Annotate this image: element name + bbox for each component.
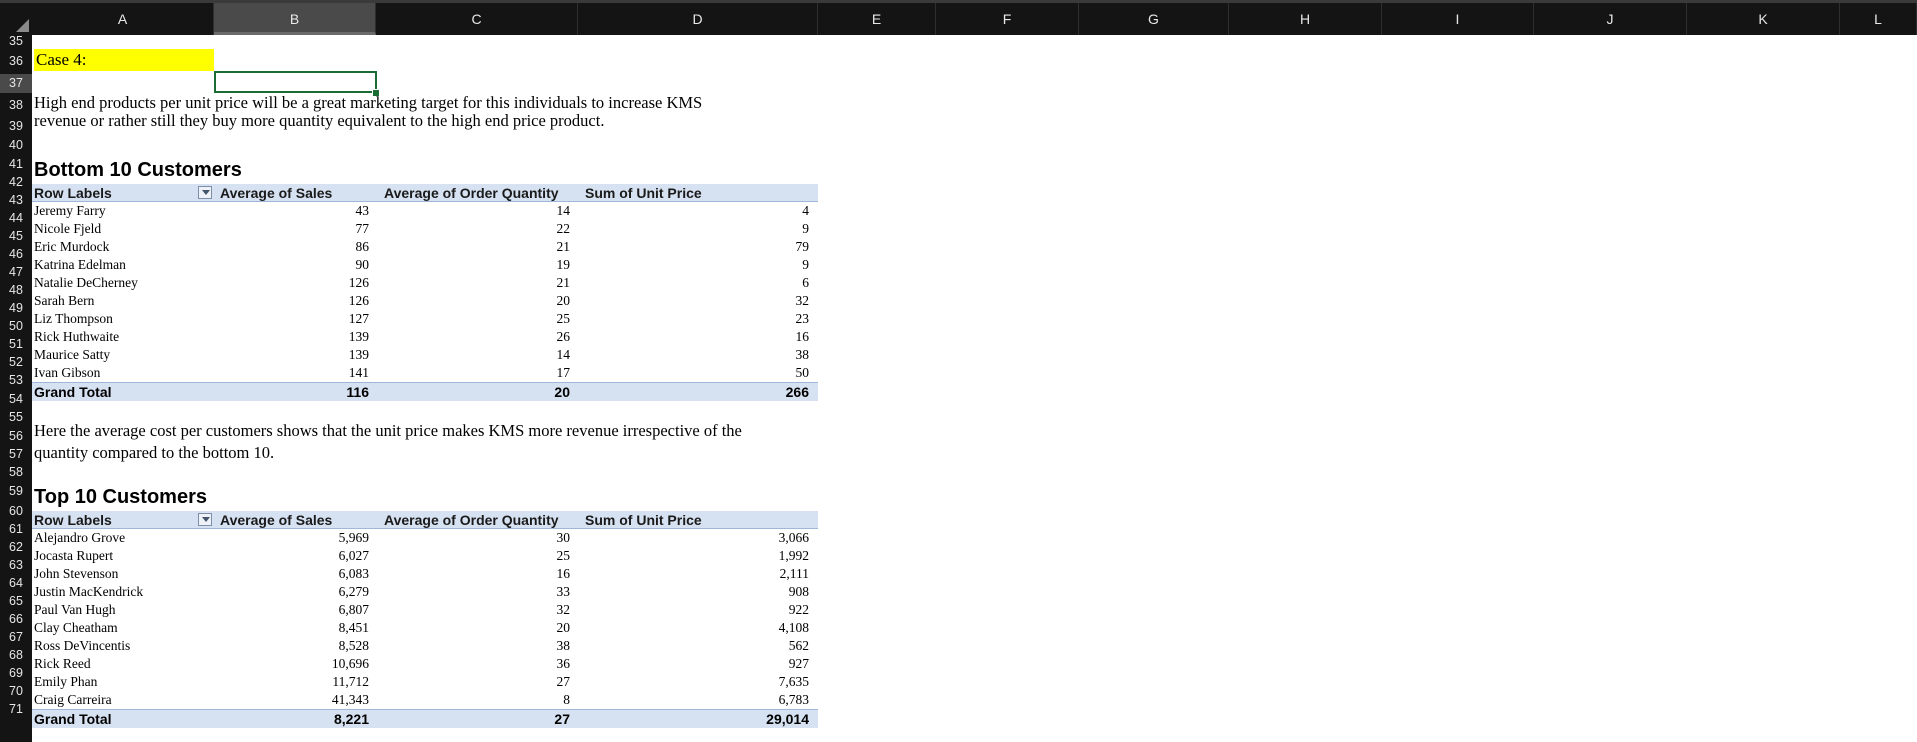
row-header-53[interactable]: 53 [9,373,23,387]
customer-name-cell[interactable]: Alejandro Grove [34,530,126,545]
table-row [32,274,818,292]
table-row [32,637,818,655]
grand-total-value[interactable]: 20 [554,384,570,400]
column-header-g[interactable]: G [1079,3,1229,35]
row-header-68[interactable]: 68 [9,648,23,662]
row-header-37[interactable]: 37 [0,74,32,93]
customer-name-cell[interactable]: Ross DeVincentis [34,638,131,653]
pivot-header-cell: Average of Sales [220,185,333,201]
customer-name-cell[interactable]: Justin MacKendrick [34,584,144,599]
table-row [32,529,818,547]
value-cell[interactable]: 86 [355,239,369,254]
customer-name-cell[interactable]: Emily Phan [34,674,98,689]
value-cell[interactable]: 25 [556,311,570,326]
pivot-header-row [32,184,818,202]
row-header-70[interactable]: 70 [9,684,23,698]
table-row [32,691,818,709]
value-cell[interactable]: 127 [348,311,369,326]
table-row [32,601,818,619]
customer-name-cell[interactable]: Jeremy Farry [34,203,106,218]
value-cell[interactable]: 19 [556,257,570,272]
customer-name-cell[interactable]: Sarah Bern [34,293,95,308]
row-header-45[interactable]: 45 [9,229,23,243]
grand-total-label[interactable]: Grand Total [34,711,112,727]
row-header-48[interactable]: 48 [9,283,23,297]
column-header-d[interactable]: D [578,3,818,35]
row-header-69[interactable]: 69 [9,666,23,680]
pivot-header-cell: Average of Order Quantity [384,512,559,528]
note2-line1[interactable]: Here the average cost per customers shows that the unit price makes KMS more revenue irrespective of the [34,421,742,440]
note2-line2[interactable]: quantity compared to the bottom 10. [34,443,275,462]
value-cell[interactable]: 8,528 [338,638,369,653]
row-header-46[interactable]: 46 [9,247,23,261]
table-row [32,238,818,256]
row-header-59[interactable]: 59 [9,484,23,498]
row-header-71[interactable]: 71 [9,702,23,716]
value-cell[interactable]: 90 [355,257,369,272]
customer-name-cell[interactable]: Rick Huthwaite [34,329,120,344]
value-cell[interactable]: 26 [556,329,570,344]
value-cell[interactable]: 32 [556,602,570,617]
table-row [32,655,818,673]
grand-total-row [32,382,818,401]
row-header-38[interactable]: 38 [9,98,23,112]
row-header-60[interactable]: 60 [9,504,23,518]
value-cell[interactable]: 139 [348,329,369,344]
value-cell[interactable]: 20 [556,620,570,635]
table-row [32,583,818,601]
value-cell[interactable]: 6,279 [338,584,369,599]
pivot-header-cell: Sum of Unit Price [585,512,702,528]
value-cell[interactable]: 141 [348,365,369,380]
value-cell[interactable]: 8,451 [338,620,369,635]
row-header-41[interactable]: 41 [9,157,23,171]
value-cell[interactable]: 927 [788,656,809,671]
value-cell[interactable]: 16 [556,566,570,581]
customer-name-cell[interactable]: Clay Cheatham [34,620,118,635]
table-row [32,202,818,220]
select-all-corner-icon [16,19,29,32]
value-cell[interactable]: 8 [563,692,570,707]
value-cell[interactable]: 139 [348,347,369,362]
grand-total-value[interactable]: 8,221 [333,711,369,727]
row-header-65[interactable]: 65 [9,594,23,608]
customer-name-cell[interactable]: Craig Carreira [34,692,112,707]
value-cell[interactable]: 27 [556,674,570,689]
table-row [32,619,818,637]
column-header-i[interactable]: I [1382,3,1534,35]
row-header-bar [0,35,32,742]
value-cell[interactable]: 10,696 [331,656,369,671]
table-row [32,364,818,382]
table-row [32,346,818,364]
top-table-title[interactable]: Top 10 Customers [34,486,207,508]
row-header-40[interactable]: 40 [9,138,23,152]
value-cell[interactable]: 77 [355,221,369,236]
value-cell[interactable]: 14 [556,203,570,218]
grand-total-label[interactable]: Grand Total [34,384,112,400]
value-cell[interactable]: 126 [348,275,369,290]
customer-name-cell[interactable]: Natalie DeCherney [34,275,138,290]
row-header-63[interactable]: 63 [9,558,23,572]
value-cell[interactable]: 14 [556,347,570,362]
customer-name-cell[interactable]: Paul Van Hugh [34,602,116,617]
value-cell[interactable]: 17 [556,365,570,380]
column-header-e[interactable]: E [818,3,936,35]
value-cell[interactable]: 30 [556,530,570,545]
customer-name-cell[interactable]: Liz Thompson [34,311,113,326]
value-cell[interactable]: 5,969 [338,530,369,545]
table-row [32,220,818,238]
value-cell[interactable]: 922 [788,602,809,617]
row-header-56[interactable]: 56 [9,429,23,443]
pivot-header-cell: Average of Sales [220,512,333,528]
case-label[interactable]: Case 4: [34,49,214,71]
grand-total-value[interactable]: 29,014 [766,711,809,727]
value-cell[interactable]: 9 [802,221,809,236]
row-header-54[interactable]: 54 [9,392,23,406]
value-cell[interactable]: 79 [795,239,809,254]
filter-dropdown-icon[interactable] [198,513,212,526]
value-cell[interactable]: 41,343 [331,692,369,707]
row-header-57[interactable]: 57 [9,447,23,461]
column-header-c[interactable]: C [376,3,578,35]
row-header-52[interactable]: 52 [9,355,23,369]
row-header-67[interactable]: 67 [9,630,23,644]
table-row [32,673,818,691]
value-cell[interactable]: 50 [795,365,809,380]
row-header-42[interactable]: 42 [9,175,23,189]
row-header-51[interactable]: 51 [9,337,23,351]
value-cell[interactable]: 7,635 [778,674,809,689]
table-row [32,310,818,328]
pivot-header-cell: Sum of Unit Price [585,185,702,201]
row-header-62[interactable]: 62 [9,540,23,554]
value-cell[interactable]: 3,066 [778,530,809,545]
row-header-50[interactable]: 50 [9,319,23,333]
column-header-k[interactable]: K [1687,3,1840,35]
row-header-35[interactable]: 35 [9,34,23,48]
value-cell[interactable]: 6 [802,275,809,290]
pivot-header-cell: Average of Order Quantity [384,185,559,201]
value-cell[interactable]: 22 [556,221,570,236]
value-cell[interactable]: 16 [795,329,809,344]
customer-name-cell[interactable]: Ivan Gibson [34,365,101,380]
row-header-36[interactable]: 36 [9,54,23,68]
column-header-h[interactable]: H [1229,3,1382,35]
value-cell[interactable]: 43 [355,203,369,218]
row-header-55[interactable]: 55 [9,410,23,424]
value-cell[interactable]: 6,807 [338,602,369,617]
table-row [32,547,818,565]
pivot-header-row [32,511,818,529]
customer-name-cell[interactable]: Maurice Satty [34,347,111,362]
value-cell[interactable]: 4,108 [778,620,809,635]
active-cell-selection[interactable] [214,71,377,93]
value-cell[interactable]: 11,712 [332,674,369,689]
table-row [32,328,818,346]
value-cell[interactable]: 1,992 [778,548,809,563]
value-cell[interactable]: 908 [788,584,809,599]
select-all-corner[interactable] [0,3,32,35]
row-header-66[interactable]: 66 [9,612,23,626]
row-header-47[interactable]: 47 [9,265,23,279]
note1-line2[interactable]: revenue or rather still they buy more quantity equivalent to the high end price product. [34,111,605,130]
value-cell[interactable]: 23 [795,311,809,326]
value-cell[interactable]: 36 [556,656,570,671]
column-header-a[interactable]: A [32,3,214,35]
pivot-header-cell[interactable]: Row Labels [34,512,112,528]
value-cell[interactable]: 6,083 [338,566,369,581]
customer-name-cell[interactable]: Jocasta Rupert [34,548,114,563]
row-header-43[interactable]: 43 [9,193,23,207]
row-header-58[interactable]: 58 [9,465,23,479]
row-header-64[interactable]: 64 [9,576,23,590]
bottom-table-title[interactable]: Bottom 10 Customers [34,159,242,181]
value-cell[interactable]: 562 [788,638,809,653]
value-cell[interactable]: 21 [556,275,570,290]
value-cell[interactable]: 33 [556,584,570,599]
customer-name-cell[interactable]: Rick Reed [34,656,91,671]
grand-total-value[interactable]: 116 [346,384,369,400]
row-header-61[interactable]: 61 [9,522,23,536]
customer-name-cell[interactable]: Katrina Edelman [34,257,126,272]
worksheet-grid[interactable] [32,35,1917,742]
column-header-bar [0,0,1917,35]
value-cell[interactable]: 2,111 [779,566,809,581]
value-cell[interactable]: 6,783 [778,692,809,707]
value-cell[interactable]: 4 [802,203,809,218]
row-header-44[interactable]: 44 [9,211,23,225]
value-cell[interactable]: 9 [802,257,809,272]
column-header-f[interactable]: F [936,3,1079,35]
value-cell[interactable]: 21 [556,239,570,254]
value-cell[interactable]: 38 [556,638,570,653]
customer-name-cell[interactable]: Eric Murdock [34,239,110,254]
column-header-j[interactable]: J [1534,3,1687,35]
table-row [32,292,818,310]
value-cell[interactable]: 25 [556,548,570,563]
customer-name-cell[interactable]: John Stevenson [34,566,119,581]
note1-line1[interactable]: High end products per unit price will be a great marketing target for this individuals to increase KMS [34,93,703,112]
value-cell[interactable]: 38 [795,347,809,362]
column-header-l[interactable]: L [1840,3,1917,35]
column-header-b[interactable]: B [214,3,376,35]
table-row [32,256,818,274]
value-cell[interactable]: 126 [348,293,369,308]
grand-total-value[interactable]: 266 [785,384,809,400]
filter-dropdown-icon[interactable] [198,186,212,199]
row-header-39[interactable]: 39 [9,119,23,133]
row-header-49[interactable]: 49 [9,301,23,315]
value-cell[interactable]: 20 [556,293,570,308]
value-cell[interactable]: 32 [795,293,809,308]
table-row [32,565,818,583]
pivot-header-cell[interactable]: Row Labels [34,185,112,201]
value-cell[interactable]: 6,027 [338,548,369,563]
grand-total-value[interactable]: 27 [554,711,570,727]
grand-total-row [32,709,818,728]
customer-name-cell[interactable]: Nicole Fjeld [34,221,102,236]
